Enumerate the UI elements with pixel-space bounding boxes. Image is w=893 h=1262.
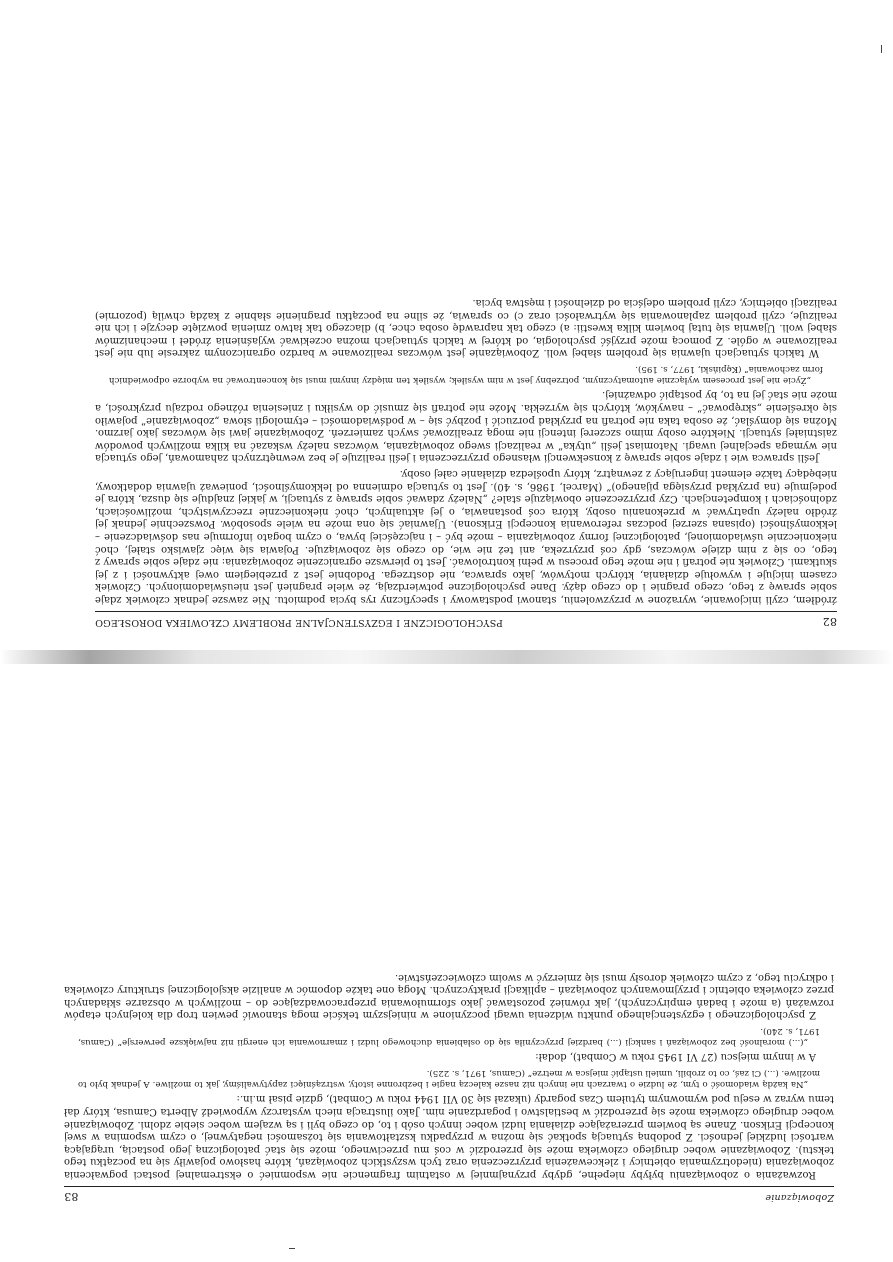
block-quote: „Życie nie jest procesem wyłącznie automatycznym, potrzebny jest w nim wysiłek; wysiłek ten między innymi musi się koncentrować na wyborze odpowiednich form zachowania” (Kępiński, 1977, s. 195).: [109, 363, 823, 385]
paragraph: Rozważania o zobowiązaniu byłyby niepełne, gdyby przynajmniej w ostatnim fragmencie nie wspomnieć o ekstremalnej postaci pogwałcenia zobowiązania (niedotrzymania obietnicy i zlekceważenia przyrzeczenia oraz tych wszystkich zobowiązań, które hasłowo pojawiły się na początku tego tekstu). Zobowiązanie wobec drugiego człowieka może się przerodzić w coś mu przeciwnego, może się stać patologiczną jego postacią, urągającą wartości ludzkiej jedności. Z podobną sytuacją spotkać się można w przypadku kształtowania się tożsamości negatywnej, o czym wspomina w swej koncepcji Erikson. Znane są bowiem przerażające działania ludzi wobec innych osób i to, do czego byli i są wzajem wobec siebie zdolni. Zobowiązanie wobec drugiego człowieka może się przerodzić w bestialstwo i pogardzanie nim. Jako ilustracja niech wystarczy wypowiedź Alberta Camusa, który dał temu wyraz w eseju pod wymownym tytułem Czas pogardy (ukazał się 30 VII 1944 roku w Combat), gdzie pisał m.in.:: [64, 1093, 834, 1180]
running-head: [64, 1186, 834, 1203]
page-number: 82: [822, 615, 837, 628]
page-number: 83: [64, 1190, 79, 1203]
scan-mark: [289, 1248, 295, 1249]
scan-mark: [881, 45, 882, 53]
paragraph: Jeśli sprawca wie i zdaje sobie sprawę z konsekwencji własnego przyrzeczenia i jeśli realizuje je bez wewnętrznych zahamowań, jego sytuacja nie wymaga specjalnej uwagi. Natomiast jeśli „utyka” w realizacji swego zobowiązania, wówczas należy wskazać na kilka możliwych powodów zaistniałej sytuacji. Niektóre osoby mimo szczerej intencji nie mogą zrealizować swych zamierzeń. Zobowiązanie jawi się wówczas jako jarzmo. Można się domyślać, że osoba taka nie potrafi na przykład porzucić i pozbyć się – w podświadomości – etymologii słowa „zobowiązanie” pojawiło się określenie „skrępować” – nawyków, których się wyrzekła. Może nie potrafi się zmusić do wysiłku i zniesienia różnego rodzaju przykrości, a może nie stać jej na to, by postąpić odważniej.: [95, 389, 837, 464]
page-83: [64, 693, 834, 1203]
paragraph: źródłem, czyli inicjowanie, wyrażone w przyzwoleniu, stanowi podstawowy i specyficzny rys bycia podmiotu. Nie zawsze jednak człowiek zdaje sobie sprawę z tego, czego pragnie i do czego dąży. Dane psychologiczne potwierdzają, że wiele pragnień jest nieuświadomionych. Człowiek czasem inicjuje i wywołuje działania, których motywów, jako sprawca, nie dostrzega. Podobnie jest z przebiegiem owej aktywności i z jej skutkami. Człowiek nie potrafi i nie może tego procesu w pełni kontrolować. Jest to pierwsze ograniczenie zobowiązania: nie zdaje sobie sprawy z tego, co się z nim dzieje wówczas, gdy coś przyrzeka, ani też nie wie, do czego się zobowiązuje. Pojawia się więc zjawisko stałej, choć niekoniecznie uświadomionej, patologicznej formy zobowiązania – może być – i najczęściej bywa, o czym bogato informuje nas doświadczenie – lekkomyślności (opisana szerzej podczas referowania koncepcji Eriksona). Ujawniać się ona może na wiele sposobów. Powszechnie jednak jej źródło należy upatrywać w przekonaniu osoby, która coś postanawia, o jej aktualnych, choć niekoniecznie rzeczywistych, możliwościach, zdolnościach i kompetencjach. Czy przyrzeczenie obowiązuje stale? „Należy zdawać sobie sprawę z sytuacji, w jakiej znajduje się dusza, która je podejmuje (na przykład przysięga pijanego)” (Marcel, 1986, s. 40). Jest to sytuacja odmienna od lekkomyślności, ponieważ ujawnia dodatkowy, niebędący także element ingerujący z zewnątrz, który upośledza działanie całej osoby.: [95, 468, 837, 605]
scan-fold-shadow: [0, 650, 893, 664]
paragraph: W takich sytuacjach ujawnia się problem słabej woli. Zobowiązanie jest wówczas realizowane w bardzo ograniczonym zakresie lub nie jest realizowane w ogóle. Z pomocą może przyjść psychologia, od której w takich sytuacjach można oczekiwać wyjaśnienia źródeł i mechanizmów słabej woli. Ujawnia się tutaj bowiem kilka kwestii: a) czego tak naprawdę osoba chce, b) dlaczego tak łatwo zmienia powzięte decyzje i ich nie realizuje, czyli problem zaplanowania się wytrwałości oraz c) co sprawia, że silne na początku pragnienie słabnie z każdą chwilą (pozornie) realizacji obietnicy, czyli problem odejścia od dzielności i męstwa bycia.: [95, 297, 837, 359]
running-title: Zobowiązanie: [765, 1192, 834, 1203]
block-quote: „Na każdą wiadomość o tym, że ludzie o twarzach nie innych niż nasze kaleczą nagie i bezbronne istoty, wstrząśnięci zapytywaliśmy, jak to możliwe. A jednak było to możliwe. (...) Ci zaś, co to zrobili, umieli ustąpić miejsca w metrze” (Camus, 1971, s. 225).: [78, 1067, 820, 1089]
running-title: PSYCHOLOGICZNE I EGZYSTENCJALNE PROBLEMY CZŁOWIEKA DOROSŁEGO: [95, 617, 503, 628]
paragraph: Z psychologicznego i egzystencjalnego punktu widzenia uwagi poczynione w niniejszym tekście mogą stanowić pewien trop dla kolejnych etapów rozważań (a może i badań empirycznych), jak również pozostawać jako sformułowania przepracowadzające do – możliwych w obszarze składanych przez człowieka obietnic i przyjmowanych zobowiązań – aplikacji praktycznych. Mogą one także dopomóc w analizie aksjologicznej struktury człowieka i odkryciu tego, z czym człowiek dorosły musi się zmierzyć w swoim człowieczeństwie.: [64, 971, 834, 1021]
running-head: [95, 611, 837, 628]
paragraph: A w innym miejscu (27 VI 1945 roku w Combat), dodał:: [535, 1051, 816, 1063]
page-82: [95, 118, 837, 628]
block-quote: „(...) moralność bez zobowiązań i sankcji (...) bardziej przyczyniła się do osłabienia duchowego ludzi i zmarnowania ich energii niż największe perwersje” (Camus, 1971, s. 240).: [78, 1025, 820, 1047]
